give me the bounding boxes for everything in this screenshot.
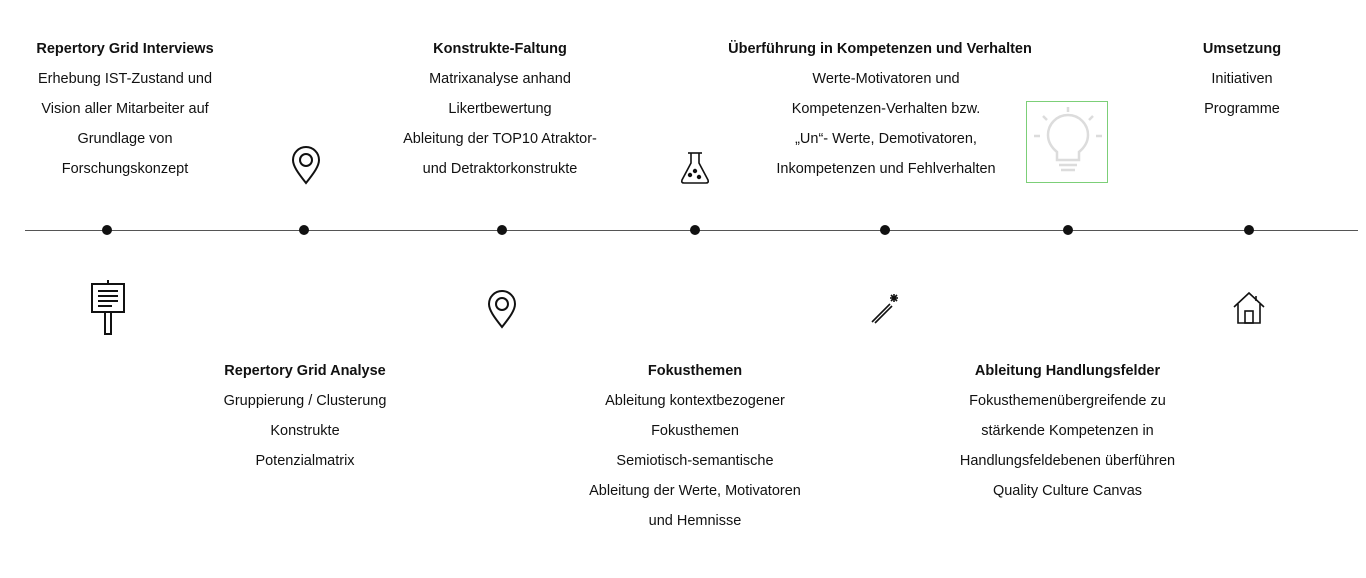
- step-text: Ableitung der TOP10 Atraktor-: [403, 131, 597, 147]
- step-text: Vision aller Mitarbeiter auf: [41, 101, 209, 117]
- step-konstrukte-faltung: [380, 34, 620, 184]
- step-text: Programme: [1204, 101, 1280, 117]
- step-title: Repertory Grid Interviews: [36, 41, 214, 57]
- step-title: Konstrukte-Faltung: [433, 41, 567, 57]
- step-text: Handlungsfeldebenen überführen: [959, 453, 1176, 469]
- timeline-dot-7: [1244, 225, 1254, 235]
- step-text: Initiativen: [1211, 71, 1273, 87]
- step-text: Fokusthemen: [651, 423, 739, 439]
- step-title: Fokusthemen: [647, 363, 743, 379]
- step-text: Fokusthemenübergreifende zu: [969, 393, 1166, 409]
- lightbulb-icon: [1033, 106, 1103, 178]
- step-text: Forschungskonzept: [61, 161, 189, 177]
- step-text: Ableitung kontextbezogener: [605, 393, 785, 409]
- step-text: Konstrukte: [270, 423, 340, 439]
- step-text: Matrixanalyse anhand: [429, 71, 571, 87]
- location-pin-icon: [290, 145, 322, 185]
- step-text: Erhebung IST-Zustand und: [37, 71, 213, 87]
- step-text: Werte-Motivatoren und: [812, 71, 960, 87]
- timeline-dot-6: [1063, 225, 1073, 235]
- timeline-dot-5: [880, 225, 890, 235]
- step-title: Ableitung Handlungsfelder: [974, 363, 1161, 379]
- step-text: Gruppierung / Clusterung: [223, 393, 387, 409]
- step-title: Überführung in Kompetenzen und Verhalten: [728, 41, 1032, 57]
- step-title: Repertory Grid Analyse: [224, 363, 386, 379]
- step-fokusthemen: [565, 356, 825, 536]
- flask-icon: [678, 150, 712, 186]
- house-icon: [1231, 290, 1267, 326]
- signboard-icon: [88, 278, 128, 338]
- location-pin-icon: [486, 289, 518, 329]
- step-title: Umsetzung: [1202, 41, 1282, 57]
- step-text: Inkompetenzen und Fehlverhalten: [776, 161, 996, 177]
- timeline-dot-1: [102, 225, 112, 235]
- step-ableitung-handlungsfelder: [935, 356, 1200, 506]
- magic-wand-icon: [868, 290, 904, 326]
- step-text: und Hemnisse: [648, 513, 742, 529]
- step-text: Potenzialmatrix: [255, 453, 355, 469]
- timeline-dot-4: [690, 225, 700, 235]
- step-text: Semiotisch-semantische: [616, 453, 774, 469]
- step-umsetzung: [1180, 34, 1304, 124]
- step-text: „Un“- Werte, Demotivatoren,: [795, 131, 977, 147]
- step-text: Likertbewertung: [448, 101, 552, 117]
- timeline-dot-2: [299, 225, 309, 235]
- step-ueberfuehrung-kompetenzen-body: [748, 64, 1024, 184]
- step-text: und Detraktorkonstrukte: [422, 161, 578, 177]
- step-text: Quality Culture Canvas: [992, 483, 1143, 499]
- timeline-dot-3: [497, 225, 507, 235]
- step-ueberfuehrung-kompetenzen: [700, 34, 1060, 64]
- step-text: stärkende Kompetenzen in: [981, 423, 1154, 439]
- step-repertory-grid-interviews: [10, 34, 240, 184]
- step-text: Grundlage von: [77, 131, 173, 147]
- step-text: Ableitung der Werte, Motivatoren: [589, 483, 801, 499]
- step-text: Kompetenzen-Verhalten bzw.: [791, 101, 981, 117]
- step-repertory-grid-analyse: [190, 356, 420, 476]
